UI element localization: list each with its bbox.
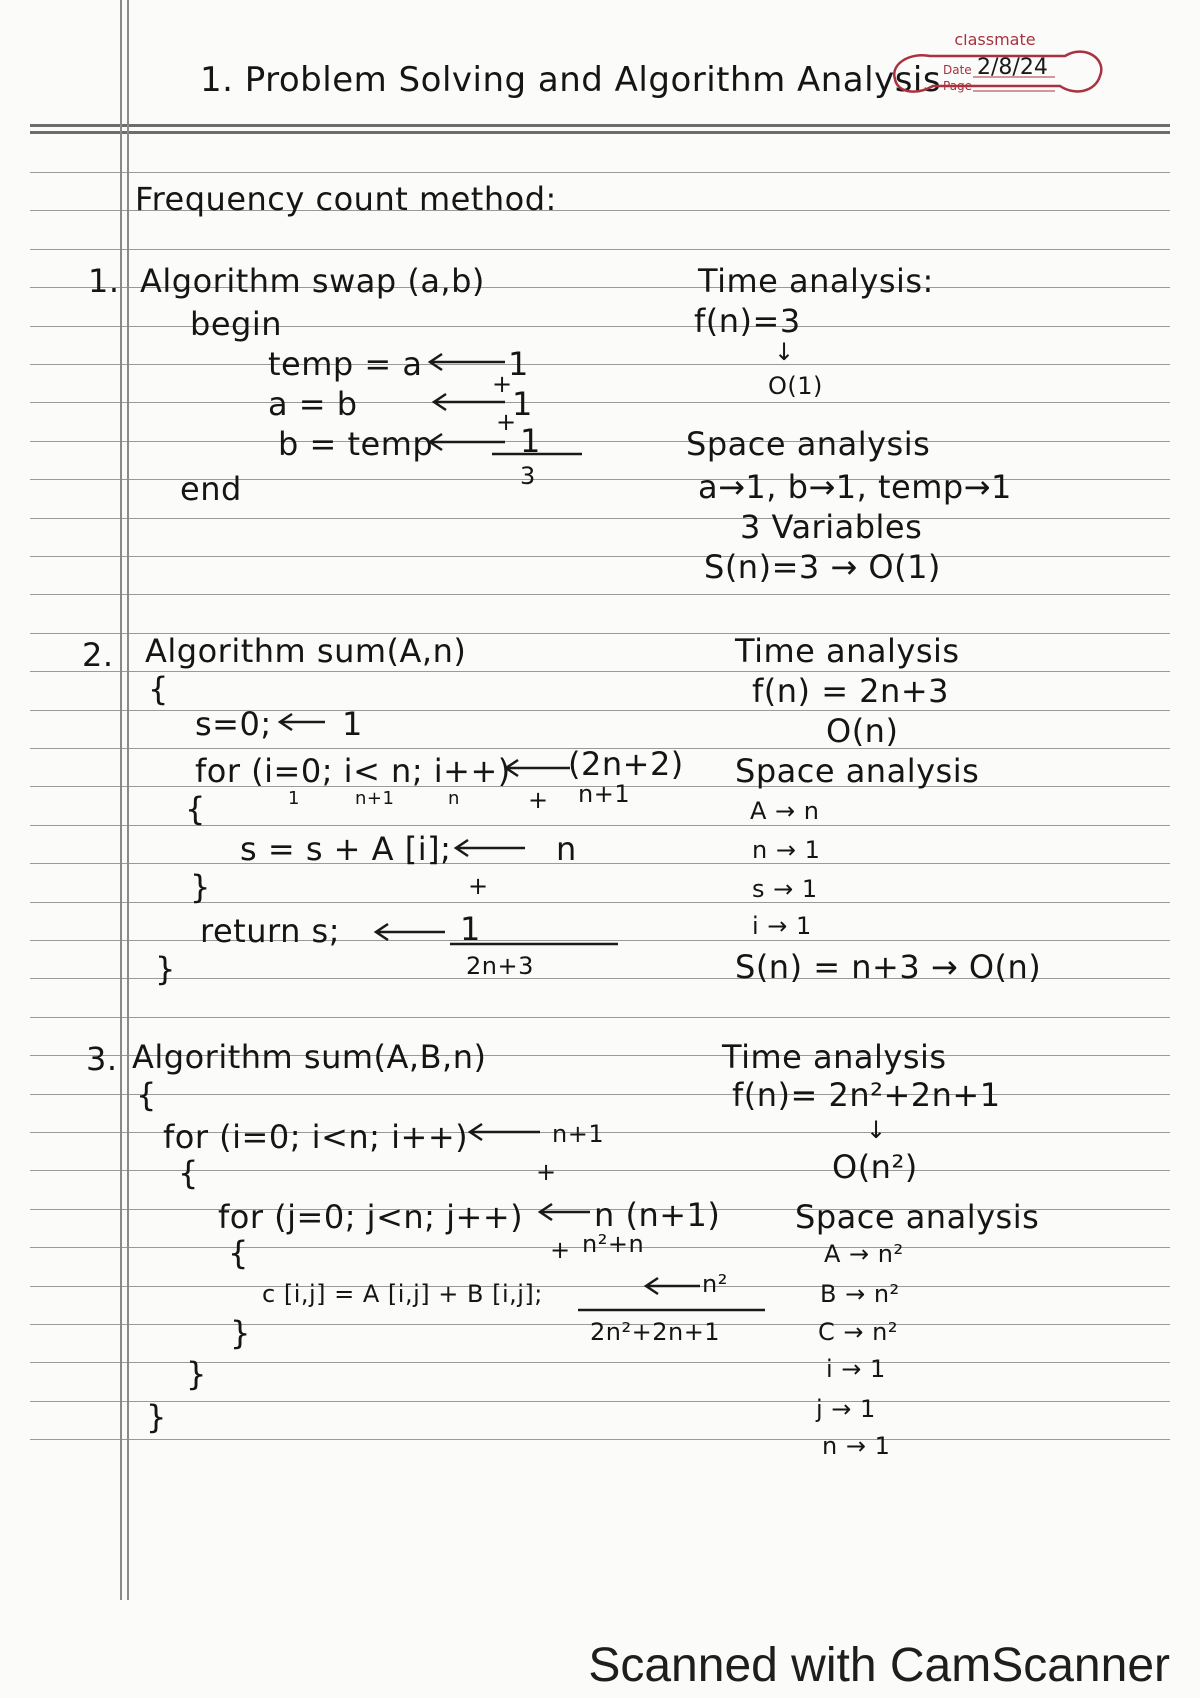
algo-3-time-order: O(n²) [832, 1148, 918, 1186]
algo-3-time-f: f(n)= 2n²+2n+1 [732, 1076, 1001, 1114]
algo-3-close-brace: } [146, 1398, 167, 1436]
algo-3-line-3: c [i,j] = A [i,j] + B [i,j]; [262, 1280, 543, 1308]
algo-3-count-3: n² [702, 1270, 728, 1298]
algo-1-time-order: O(1) [768, 372, 823, 400]
algo-2-space-s: S(n) = n+3 → O(n) [735, 948, 1042, 986]
algo-3-close-brace-3: } [230, 1314, 251, 1352]
algo-3-time-arrow: ↓ [866, 1116, 887, 1144]
algo-2-plus-2: + [468, 872, 489, 900]
algo-2-open-brace: { [148, 670, 169, 708]
algo-2-plus-1: + [528, 786, 549, 814]
algo-3-number: 3. [86, 1040, 118, 1078]
algo-1-time-label: Time analysis: [698, 262, 934, 300]
algo-3-count-2: n (n+1) [594, 1196, 721, 1234]
section-heading: Frequency count method: [135, 180, 557, 218]
ruled-line [30, 1017, 1170, 1018]
algo-3-line-1: for (i=0; i<n; i++) [163, 1118, 469, 1156]
ruled-line [30, 172, 1170, 173]
algo-1-line-1: temp = a [268, 345, 423, 383]
algo-2-time-label: Time analysis [735, 632, 960, 670]
algo-2-total: 2n+3 [466, 952, 534, 980]
algo-3-open-brace: { [136, 1076, 157, 1114]
date-label: Date [943, 63, 972, 77]
algo-3-time-label: Time analysis [722, 1038, 947, 1076]
algo-2-close-brace: } [155, 950, 176, 988]
date-value: 2/8/24 [977, 55, 1048, 80]
algo-3-signature: Algorithm sum(A,B,n) [132, 1038, 487, 1076]
algo-2-space-v4: i → 1 [752, 912, 812, 940]
algo-1-plus-2: + [496, 408, 517, 436]
ruled-line [30, 1401, 1170, 1402]
algo-2-close-brace-2: } [190, 868, 211, 906]
algo-3-space-v4: i → 1 [826, 1355, 886, 1383]
algo-1-space-s: S(n)=3 → O(1) [704, 548, 941, 586]
algo-2-open-brace-2: { [185, 790, 206, 828]
algo-2-count-3: n [556, 830, 577, 868]
margin-line-inner [127, 0, 129, 1600]
header-rule [30, 131, 1170, 134]
algo-1-count-3: 1 [520, 422, 541, 460]
classmate-logo [885, 34, 1110, 104]
algo-3-space-v3: C → n² [818, 1318, 898, 1346]
algo-1-count-1: 1 [508, 345, 529, 383]
algo-2-line-4: return s; [200, 912, 340, 950]
ruled-line [30, 594, 1170, 595]
algo-1-end: end [180, 470, 242, 508]
algo-1-line-2: a = b [268, 385, 358, 423]
algo-3-open-brace-2: { [178, 1154, 199, 1192]
algo-2-space-v3: s → 1 [752, 875, 818, 903]
page-title: 1. Problem Solving and Algorithm Analysis [200, 60, 942, 100]
algo-2-time-order: O(n) [826, 712, 899, 750]
algo-2-signature: Algorithm sum(A,n) [145, 632, 467, 670]
algo-2-time-f: f(n) = 2n+3 [752, 672, 949, 710]
algo-3-count-2b: n²+n [582, 1230, 645, 1258]
algo-1-plus-1: + [492, 370, 513, 398]
algo-1-time-f: f(n)=3 [694, 302, 801, 340]
algo-1-count-2: 1 [512, 385, 533, 423]
algo-1-space-count: 3 Variables [740, 508, 923, 546]
algo-2-line-3: s = s + A [i]; [240, 830, 452, 868]
algo-2-space-v1: A → n [750, 797, 820, 825]
algo-1-number: 1. [88, 262, 120, 300]
algo-2-space-v2: n → 1 [752, 836, 821, 864]
algo-3-line-2: for (j=0; j<n; j++) [218, 1198, 524, 1236]
algo-2-count-4: 1 [460, 910, 481, 948]
algo-3-space-v2: B → n² [820, 1280, 900, 1308]
algo-2-sub-2: n+1 [355, 788, 395, 809]
algo-3-total: 2n²+2n+1 [590, 1318, 721, 1346]
ruled-line [30, 1439, 1170, 1440]
algo-1-signature: Algorithm swap (a,b) [140, 262, 485, 300]
algo-2-count-2b: n+1 [578, 780, 631, 808]
algo-2-count-2a: (2n+2) [568, 745, 684, 783]
brand-name: classmate [954, 34, 1036, 49]
algo-1-space-vars: a→1, b→1, temp→1 [698, 468, 1012, 506]
algo-3-space-v1: A → n² [824, 1240, 904, 1268]
page-label: Page [943, 79, 973, 93]
algo-1-total: 3 [520, 462, 536, 490]
ruled-line [30, 518, 1170, 519]
algo-2-sub-3: n [448, 788, 460, 809]
algo-1-time-arrow: ↓ [774, 338, 795, 366]
algo-3-space-v6: n → 1 [822, 1432, 891, 1460]
algo-2-space-label: Space analysis [735, 752, 980, 790]
algo-2-count-1: 1 [342, 705, 363, 743]
algo-1-space-label: Space analysis [686, 425, 931, 463]
ruled-line [30, 441, 1170, 442]
algo-2-sub-1: 1 [288, 788, 300, 809]
ruled-line [30, 249, 1170, 250]
algo-1-begin: begin [190, 305, 282, 343]
algo-2-number: 2. [82, 636, 114, 674]
ruled-line [30, 364, 1170, 365]
algo-2-line-2: for (i=0; i< n; i++) [195, 752, 511, 790]
algo-3-space-v5: j → 1 [816, 1395, 876, 1423]
algo-3-space-label: Space analysis [795, 1198, 1040, 1236]
algo-3-close-brace-2: } [186, 1355, 207, 1393]
ruled-line [30, 402, 1170, 403]
algo-3-open-brace-3: { [228, 1234, 249, 1272]
algo-3-count-1: n+1 [552, 1120, 605, 1148]
header-rule [30, 124, 1170, 127]
algo-3-plus-1: + [536, 1158, 557, 1186]
algo-3-plus-2: + [550, 1236, 571, 1264]
margin-line [120, 0, 122, 1600]
ruled-line [30, 671, 1170, 672]
algo-1-line-3: b = temp [278, 425, 434, 463]
ruled-line [30, 556, 1170, 557]
scanner-watermark: Scanned with CamScanner [588, 1639, 1170, 1692]
algo-2-line-1: s=0; [195, 705, 272, 743]
